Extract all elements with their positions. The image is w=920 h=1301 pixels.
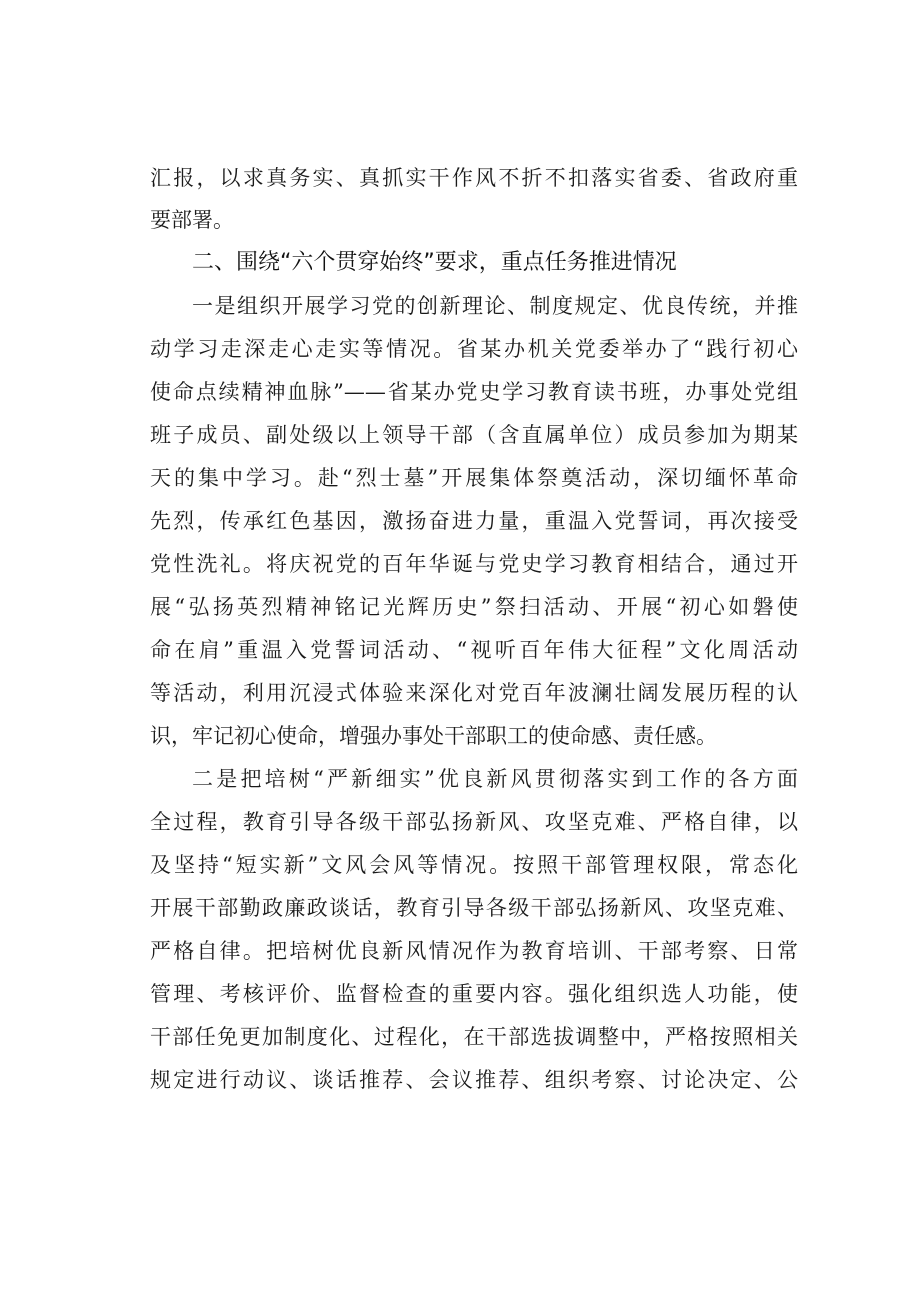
- paragraph-line: 党性洗礼。将庆祝党的百年华诞与党史学习教育相结合，通过开: [150, 552, 798, 576]
- paragraph-line: 识，牢记初心使命，增强办事处干部职工的使命感、责任感。: [150, 724, 717, 748]
- paragraph-line: 等活动，利用沉浸式体验来深化对党百年波澜壮阔发展历程的认: [150, 681, 798, 705]
- paragraph-line: 天的集中学习。赴“烈士墓”开展集体祭奠活动，深切缅怀革命: [150, 466, 798, 490]
- section-heading: 二、围绕“六个贯穿始终”要求，重点任务推进情况: [192, 250, 677, 275]
- paragraph-line: 二是把培树“严新细实”优良新风贯彻落实到工作的各方面: [192, 767, 798, 791]
- paragraph-line: 管理、考核评价、监督检查的重要内容。强化组织选人功能，使: [150, 982, 798, 1006]
- paragraph-line: 规定进行动议、谈话推荐、会议推荐、组织考察、讨论决定、公: [150, 1068, 798, 1092]
- paragraph-line: 班子成员、副处级以上领导干部（含直属单位）成员参加为期某: [150, 423, 798, 447]
- text-line: 汇报，以求真务实、真抓实干作风不折不扣落实省委、省政府重: [150, 166, 798, 190]
- paragraph-line: 一是组织开展学习党的创新理论、制度规定、优良传统，并推: [192, 294, 798, 318]
- paragraph-line: 开展干部勤政廉政谈话，教育引导各级干部弘扬新风、攻坚克难、: [150, 896, 798, 920]
- paragraph-line: 严格自律。把培树优良新风情况作为教育培训、干部考察、日常: [150, 939, 798, 963]
- text-line: 要部署。: [150, 208, 234, 232]
- paragraph-line: 展“弘扬英烈精神铭记光辉历史”祭扫活动、开展“初心如磐使: [150, 595, 798, 619]
- paragraph-line: 全过程，教育引导各级干部弘扬新风、攻坚克难、严格自律，以: [150, 810, 798, 834]
- paragraph-line: 及坚持“短实新”文风会风等情况。按照干部管理权限，常态化: [150, 853, 798, 877]
- paragraph-line: 命在肩”重温入党誓词活动、“视听百年伟大征程”文化周活动: [150, 638, 798, 662]
- paragraph-line: 先烈，传承红色基因，激扬奋进力量，重温入党誓词，再次接受: [150, 509, 798, 533]
- paragraph-line: 动学习走深走心走实等情况。省某办机关党委举办了“践行初心: [150, 337, 798, 361]
- paragraph-line: 干部任免更加制度化、过程化，在干部选拔调整中，严格按照相关: [150, 1025, 798, 1049]
- paragraph-line: 使命点续精神血脉”——省某办党史学习教育读书班，办事处党组: [150, 380, 798, 404]
